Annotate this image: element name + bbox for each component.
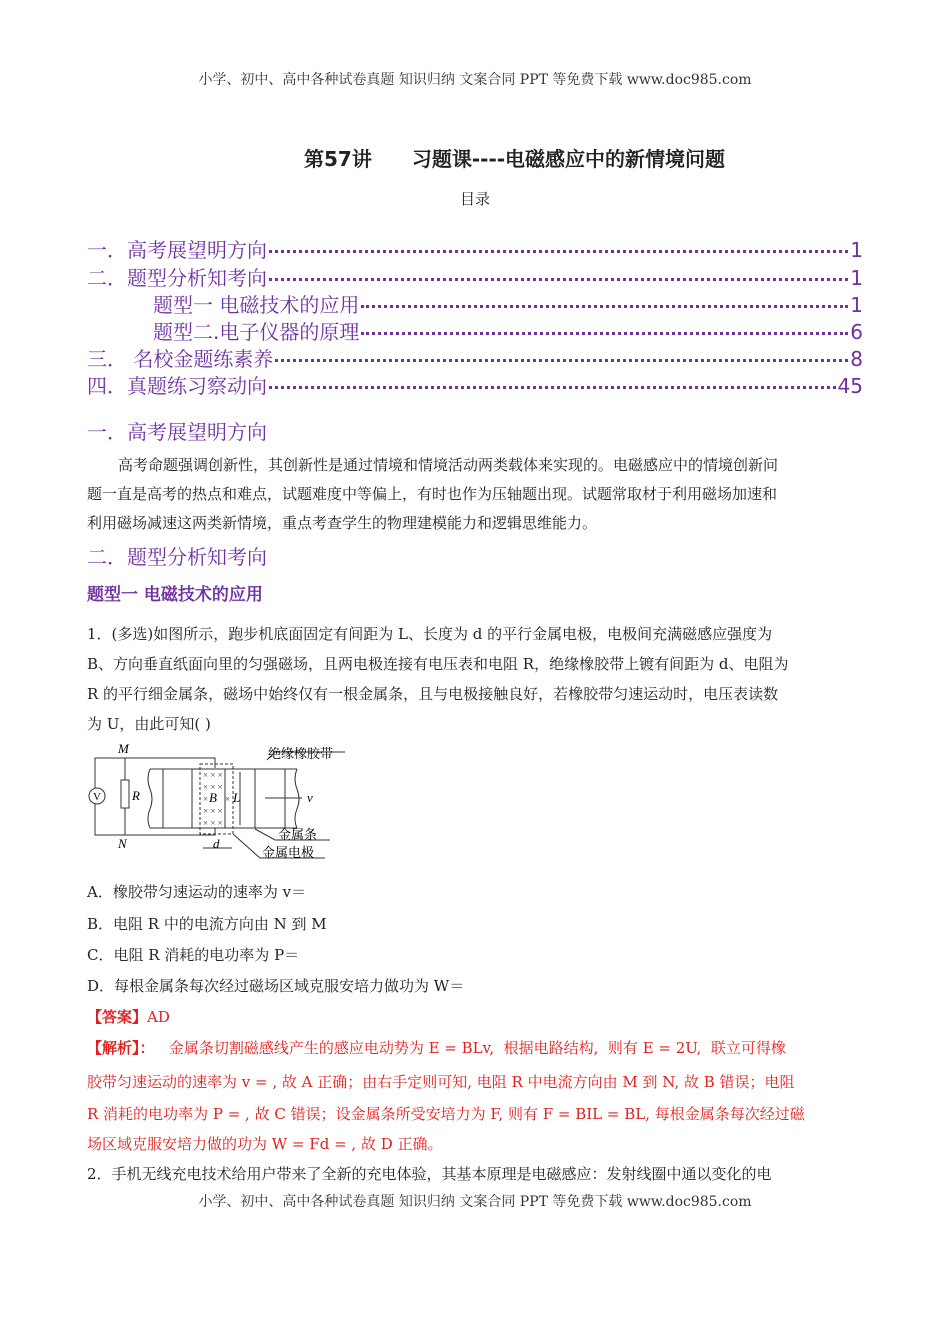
toc-item[interactable] [87, 262, 863, 289]
toc-leader [361, 332, 848, 335]
analysis-line [87, 1037, 786, 1058]
option-d: D．每根金属条每次经过磁场区域克服安培力做功为 W＝ [87, 977, 465, 995]
analysis-line: R 消耗的电功率为 P = , 故 C 错误；设金属条所受安培力为 F, 则有 F = BIL = BL, 每根金属条每次经过磁 [87, 1105, 805, 1123]
paragraph-line: 高考命题强调创新性，其创新性是通过情境和情境活动两类载体来实现的。电磁感应中的情境创新问 [118, 456, 779, 474]
section-heading: 二．题型分析知考向 [87, 545, 267, 569]
voltmeter-label: V [93, 791, 101, 803]
paragraph-line: 题一直是高考的热点和难点，试题难度中等偏上，有时也作为压轴题出现。试题常取材于利用磁场加速和 [87, 485, 778, 503]
toc-page: 1 [850, 266, 863, 290]
svg-text:× × ×: × × × [203, 818, 223, 828]
label-v: v [307, 790, 313, 805]
toc-leader [361, 305, 848, 308]
lecture-name: 习题课----电磁感应中的新情境问题 [411, 147, 726, 171]
svg-text:×: × [203, 794, 209, 804]
answer-value: AD [147, 1008, 170, 1026]
subsection-heading: 题型一 电磁技术的应用 [87, 585, 263, 605]
analysis-line: 胶带匀速运动的速率为 v = , 故 A 正确；由右手定则可知, 电阻 R 中电流方向由 M 到 N, 故 B 错误；电阻 [87, 1073, 795, 1091]
svg-text:× × ×: × × × [203, 770, 223, 780]
answer-label: 【答案】 [87, 1008, 148, 1026]
label-N: N [118, 836, 127, 851]
paragraph-line: 利用磁场减速这两类新情境，重点考查学生的物理建模能力和逻辑思维能力。 [87, 514, 598, 532]
toc-item[interactable] [153, 289, 863, 316]
lecture-number: 第57讲 [304, 147, 372, 171]
toc-leader [269, 386, 836, 389]
page-header: 小学、初中、高中各种试卷真题 知识归纳 文案合同 PPT 等免费下载 www.doc985.com [198, 72, 752, 88]
question-line: 1．(多选)如图所示，跑步机底面固定有间距为 L、长度为 d 的平行金属电极，电极间充满磁感应强度为 [87, 625, 773, 643]
page-footer: 小学、初中、高中各种试卷真题 知识归纳 文案合同 PPT 等免费下载 www.doc985.com [198, 1194, 752, 1210]
label-B: B [209, 790, 217, 805]
toc-leader [275, 359, 848, 362]
toc-leader [269, 250, 848, 253]
option-b: B．电阻 R 中的电流方向由 N 到 M [87, 915, 327, 933]
toc-item[interactable] [87, 234, 863, 261]
analysis-text: 金属条切割磁感线产生的感应电动势为 E = BLv, 根据电路结构, 则有 E = 2U, 联立可得橡 [154, 1039, 786, 1057]
question-line: 为 U，由此可知( ) [87, 715, 211, 733]
toc-label: 三． 名校金题练素养 [87, 347, 274, 371]
toc-label: 四．真题练习察动向 [87, 374, 267, 398]
toc-page: 6 [850, 320, 863, 344]
option-c: C．电阻 R 消耗的电功率为 P＝ [87, 946, 300, 964]
toc-heading: 目录 [459, 190, 490, 208]
question-line: 2．手机无线充电技术给用户带来了全新的充电体验，其基本原理是电磁感应：发射线圈中通以变化的电 [87, 1165, 772, 1183]
question-line: B、方向垂直纸面向里的匀强磁场，且两电极连接有电压表和电阻 R，绝缘橡胶带上镀有间距为 d、电阻为 [87, 655, 789, 673]
label-belt: 绝缘橡胶带 [268, 746, 334, 761]
treadmill-diagram [85, 740, 355, 870]
label-M: M [118, 741, 129, 756]
toc-label: 题型一 电磁技术的应用 [153, 293, 360, 317]
question-line: R 的平行细金属条，磁场中始终仅有一根金属条，且与电极接触良好，若橡胶带匀速运动时，电压表读数 [87, 685, 779, 703]
svg-text:×: × [225, 794, 231, 804]
label-electrode: 金属电极 [262, 845, 315, 860]
label-d: d [213, 836, 220, 851]
analysis-line: 场区域克服安培力做的功为 W = Fd = , 故 D 正确。 [87, 1135, 443, 1153]
toc-leader [269, 278, 848, 281]
toc-page: 1 [850, 293, 863, 317]
toc-item[interactable] [87, 343, 863, 370]
label-strip: 金属条 [278, 827, 318, 842]
section-heading: 一．高考展望明方向 [87, 420, 267, 444]
toc-item[interactable] [87, 370, 863, 397]
label-L: L [233, 790, 241, 805]
answer [87, 1006, 170, 1027]
option-a: A．橡胶带匀速运动的速率为 v＝ [87, 883, 307, 901]
svg-text:× × ×: × × × [203, 806, 223, 816]
toc-page: 1 [850, 238, 863, 262]
toc-label: 题型二.电子仪器的原理 [153, 320, 360, 344]
label-R: R [132, 788, 140, 803]
toc-label: 二．题型分析知考向 [87, 266, 267, 290]
svg-text:× × ×: × × × [203, 782, 223, 792]
toc-item[interactable] [153, 316, 863, 343]
page-title [304, 143, 765, 172]
analysis-label: 【解析】： [87, 1039, 155, 1057]
toc-page: 8 [850, 347, 863, 371]
toc-label: 一．高考展望明方向 [87, 238, 267, 262]
toc-page: 45 [837, 374, 863, 398]
